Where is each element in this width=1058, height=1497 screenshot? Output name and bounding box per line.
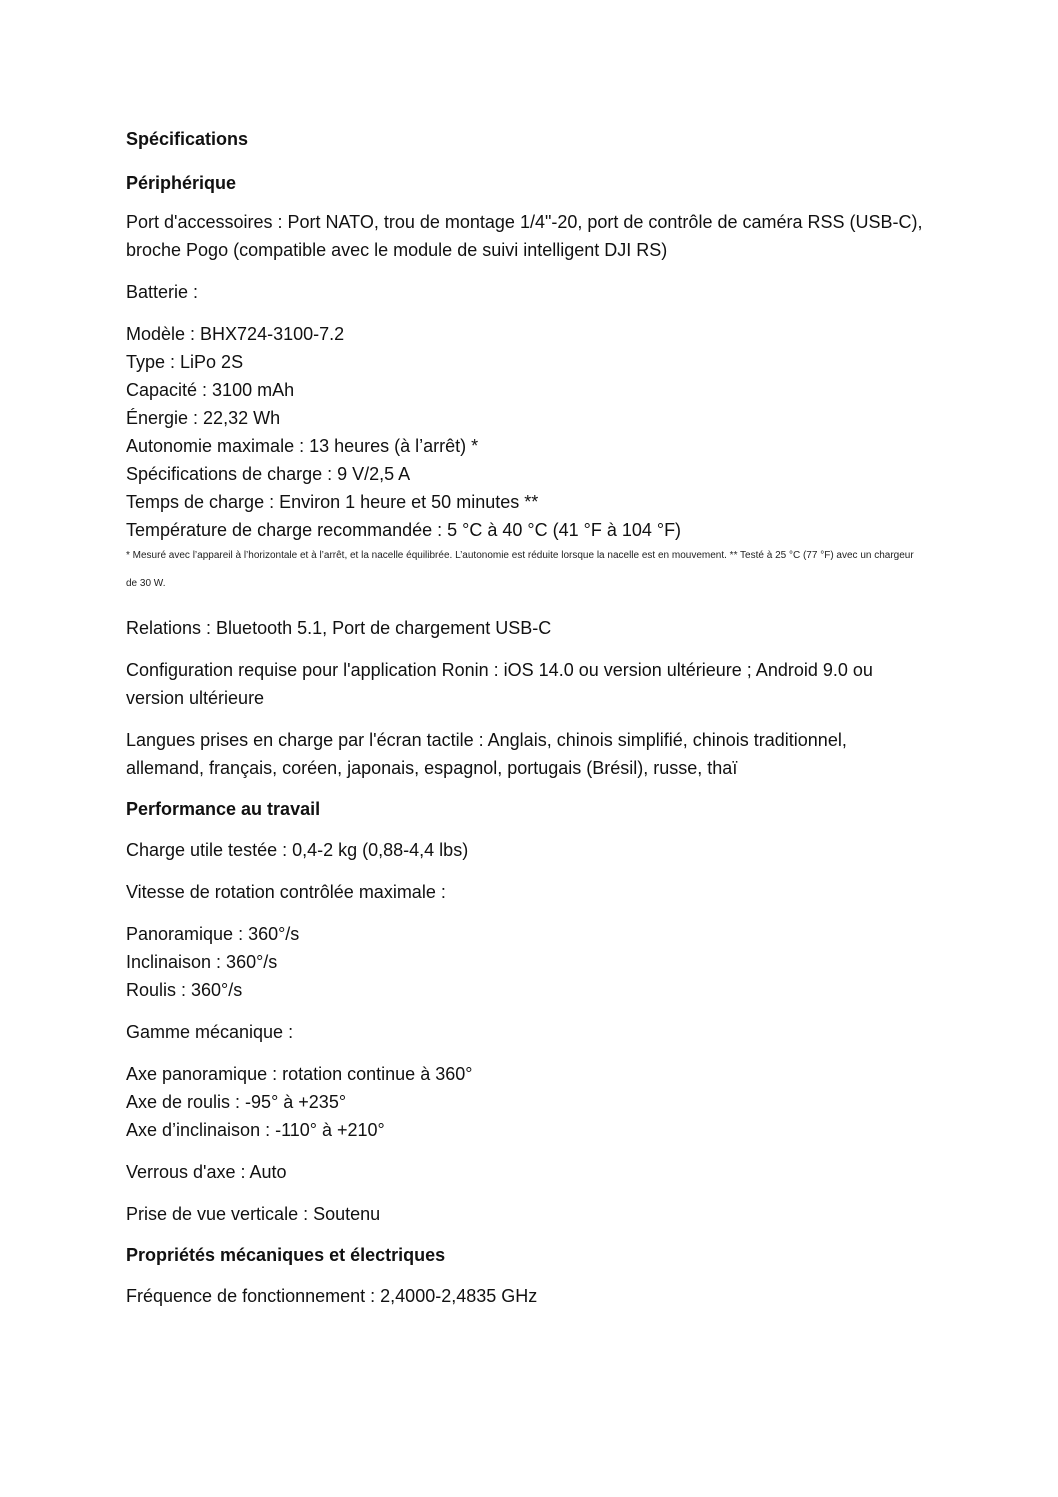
vertical-shooting-spec: Prise de vue verticale : Soutenu: [126, 1204, 381, 1224]
document-content: [126, 126, 926, 1324]
accessory-port-spec: Port d'accessoires : Port NATO, trou de montage 1/4"-20, port de contrôle de caméra RSS (USB-C), broche Pogo (compatible avec le module de suivi intelligent DJI RS): [126, 212, 923, 260]
touchscreen-languages-spec: Langues prises en charge par l'écran tactile : Anglais, chinois simplifié, chinois traditionnel, allemand, français, coréen, japonais, espagnol, portugais (Brésil), russe, thaï: [126, 730, 847, 778]
battery-footnote: * Mesuré avec l’appareil à l’horizontale et à l’arrêt, et la nacelle équilibrée. L’autonomie est réduite lorsque la nacelle est en mouvement. ** Testé à 25 °C (77 °F) avec un chargeur de 30 W.: [126, 550, 914, 589]
battery-charge-temperature: Température de charge recommandée : 5 °C à 40 °C (41 °F à 104 °F): [126, 520, 682, 540]
payload-spec: Charge utile testée : 0,4-2 kg (0,88-4,4 lbs): [126, 840, 469, 860]
battery-model: Modèle : BHX724-3100-7.2: [126, 324, 345, 344]
pan-axis-range: Axe panoramique : rotation continue à 360°: [126, 1064, 473, 1084]
section-heading-mechanical-electrical: Propriétés mécaniques et électriques: [126, 1245, 446, 1265]
tilt-axis-range: Axe d’inclinaison : -110° à +210°: [126, 1120, 385, 1140]
battery-charge-time: Temps de charge : Environ 1 heure et 50 minutes **: [126, 492, 539, 512]
battery-runtime: Autonomie maximale : 13 heures (à l’arrêt) *: [126, 436, 479, 456]
axis-locks-spec: Verrous d'axe : Auto: [126, 1162, 287, 1182]
section-heading-performance: Performance au travail: [126, 799, 321, 819]
mechanical-range-list: [126, 1060, 926, 1144]
connectivity-spec: Relations : Bluetooth 5.1, Port de chargement USB-C: [126, 618, 552, 638]
document-title: Spécifications: [126, 129, 249, 149]
battery-energy: Énergie : 22,32 Wh: [126, 408, 281, 428]
section-heading-peripherique: Périphérique: [126, 173, 237, 193]
battery-capacity: Capacité : 3100 mAh: [126, 380, 295, 400]
battery-charge-spec: Spécifications de charge : 9 V/2,5 A: [126, 464, 411, 484]
battery-spec-list: [126, 320, 926, 544]
roll-speed: Roulis : 360°/s: [126, 980, 243, 1000]
rotation-speed-list: [126, 920, 926, 1004]
rotation-speed-label: Vitesse de rotation contrôlée maximale :: [126, 882, 446, 902]
tilt-speed: Inclinaison : 360°/s: [126, 952, 278, 972]
mechanical-range-label: Gamme mécanique :: [126, 1022, 294, 1042]
pan-speed: Panoramique : 360°/s: [126, 924, 300, 944]
battery-label: Batterie :: [126, 282, 199, 302]
battery-type: Type : LiPo 2S: [126, 352, 244, 372]
app-requirements-spec: Configuration requise pour l'application Ronin : iOS 14.0 ou version ultérieure ; Android 9.0 ou version ultérieure: [126, 660, 873, 708]
operating-frequency-spec: Fréquence de fonctionnement : 2,4000-2,4835 GHz: [126, 1286, 538, 1306]
roll-axis-range: Axe de roulis : -95° à +235°: [126, 1092, 347, 1112]
